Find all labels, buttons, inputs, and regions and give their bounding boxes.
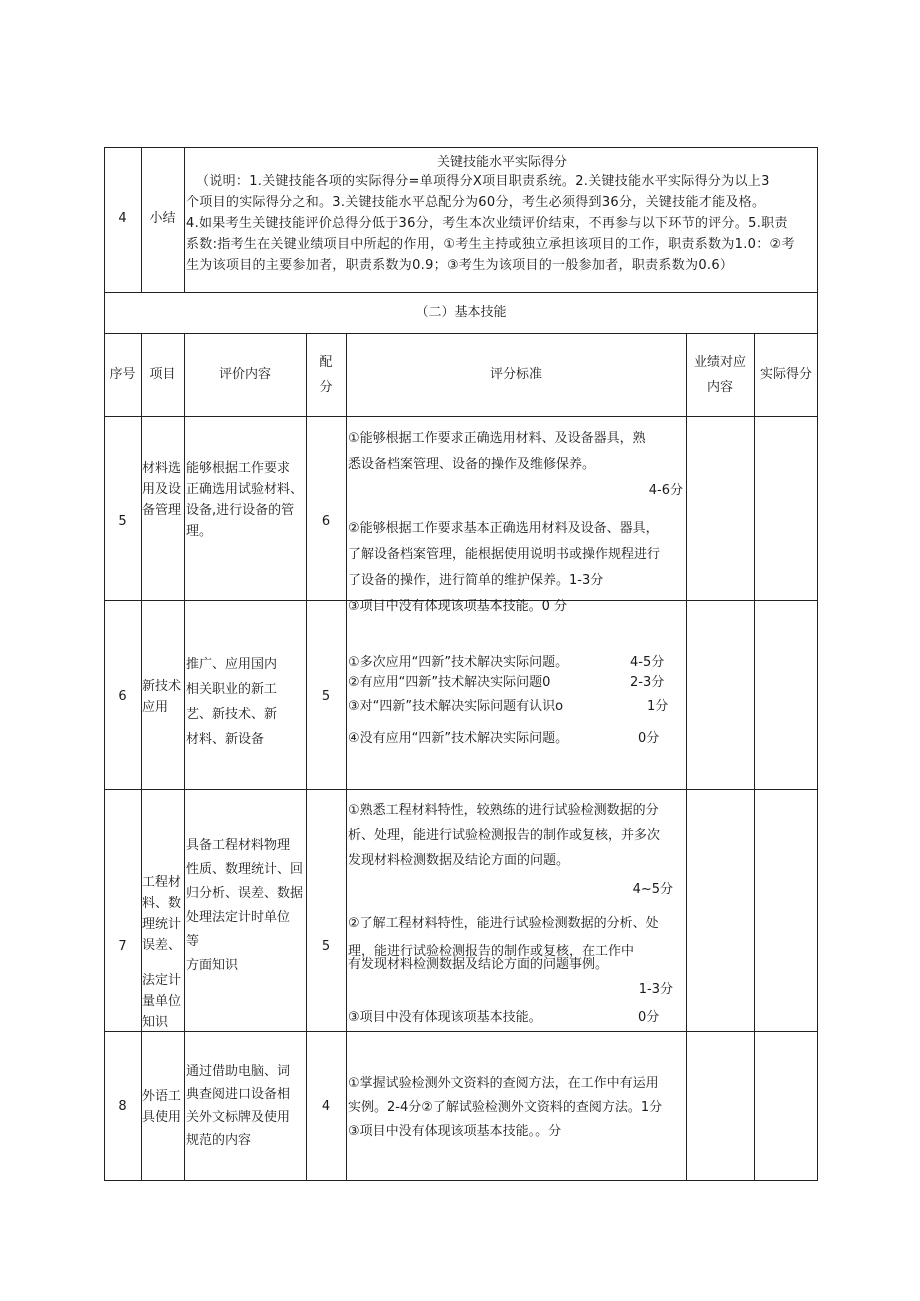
item-line: 误差、 — [142, 938, 182, 953]
spacer — [348, 504, 685, 516]
header-number: 序号 — [109, 367, 136, 382]
row6-criteria-1: ①多次应用“四新”技术解决实际问题。 — [348, 655, 569, 670]
item-line: 用及设 — [142, 482, 182, 497]
row7-content — [186, 834, 306, 978]
row7-score: 5 — [321, 939, 331, 954]
criteria-line: 悉设备档案管理、设备的操作及维修保养。 — [348, 457, 596, 472]
content-line: 相关职业的新工 — [186, 682, 278, 697]
header-actual-score: 实际得分 — [759, 367, 812, 382]
row-divider — [104, 292, 818, 293]
row7-item — [142, 872, 184, 1033]
criteria-score: 4~5分 — [632, 882, 673, 897]
header-item: 项目 — [149, 367, 176, 382]
item-line: 料、数 — [142, 896, 182, 911]
criteria-line: 有发现材料检测数据及结论方面的问题事例。 — [348, 957, 609, 972]
section-title: （二）基本技能 — [415, 305, 507, 320]
criteria-line: ①掌握试验检测外文资料的查阅方法，在工作中有运用 — [348, 1076, 659, 1091]
row4-title: 关键技能水平实际得分 — [436, 155, 567, 170]
item-line: 备管理 — [142, 503, 182, 518]
description-line: （说明：1.关键技能各项的实际得分=单项得分X项目职责系统。2.关键技能水平实际得分为以上3 — [196, 174, 770, 189]
criteria-line: ③项目中没有体现该项基本技能。。分 — [348, 1124, 562, 1139]
item-line: 理统计 — [142, 917, 182, 932]
row8-number: 8 — [118, 1099, 127, 1114]
item-line: 量单位 — [142, 994, 182, 1009]
spacer — [142, 956, 184, 970]
item-line: 外语工 — [142, 1089, 182, 1104]
criteria-line: 发现材料检测数据及结论方面的问题。 — [348, 853, 570, 868]
row4-item: 小结 — [149, 211, 176, 226]
header-performance-2: 内容 — [706, 380, 733, 395]
content-line: 规范的内容 — [186, 1133, 252, 1148]
item-line: 法定计 — [142, 973, 182, 988]
row5-content — [186, 458, 306, 542]
criteria-line: ①熟悉工程材料特性，较熟练的进行试验检测数据的分 — [348, 803, 659, 818]
row8-content — [186, 1060, 306, 1152]
row-divider — [104, 789, 818, 790]
row6-criteria-3: ③对“四新”技术解决实际问题有认识o — [348, 699, 564, 714]
row4-number: 4 — [118, 211, 127, 226]
row6-criteria-2-score: 2-3分 — [630, 675, 665, 690]
column-divider — [184, 333, 185, 1181]
criteria-line: 理，能进行试验检测报告的制作或复核，在工作中 — [348, 944, 635, 959]
row5-score: 6 — [321, 514, 331, 529]
column-divider — [754, 333, 755, 1181]
row5-item — [142, 458, 184, 521]
row8-score: 4 — [321, 1099, 331, 1114]
header-content: 评价内容 — [218, 367, 271, 382]
content-line: 正确选用试验材料、 — [186, 482, 304, 497]
row7-criteria — [348, 798, 685, 1005]
column-divider — [346, 333, 347, 1181]
criteria-line: 了设备的操作，进行简单的维护保养。1-3分 — [348, 573, 604, 588]
row8-item — [142, 1086, 184, 1128]
description-line: 个项目的实际得分之和。3.关键技能水平总配分为60分，考生必须得到36分，关键技能才能及格。 — [186, 195, 766, 210]
content-line: 通过借助电脑、词 — [186, 1064, 291, 1079]
content-line: 理。 — [186, 524, 213, 539]
content-line: 材料、新设备 — [186, 732, 265, 747]
content-line: 典查阅进口设备相 — [186, 1087, 291, 1102]
row7-criteria-3: ③项目中没有体现该项基本技能。 — [348, 1010, 542, 1025]
row6-item — [142, 676, 184, 718]
item-line: 应用 — [142, 700, 169, 715]
criteria-line: ②了解工程材料特性，能进行试验检测数据的分析、处 — [348, 916, 659, 931]
content-line: 处理法定计时单位 — [186, 910, 291, 925]
content-line: 能够根据工作要求 — [186, 461, 291, 476]
criteria-score: 4-6分 — [648, 483, 683, 498]
content-line: 归分析、误差、数据 — [186, 886, 304, 901]
row6-criteria-4-score: 0分 — [638, 731, 660, 746]
item-line: 新技术 — [142, 679, 182, 694]
row-divider — [104, 1031, 818, 1032]
column-divider — [306, 333, 307, 1181]
content-line: 艺、新技术、新 — [186, 707, 278, 722]
criteria-line: ③项目中没有体现该项基本技能。0 分 — [348, 599, 568, 614]
criteria-line: 实例。2-4分②了解试验检测外文资料的查阅方法。1分 — [348, 1100, 663, 1115]
item-line: 材料选 — [142, 461, 182, 476]
description-line: 系数:指考生在关键业绩项目中所起的作用，①考生主持或独立承担该项目的工作，职责系数为1.0：②考 — [186, 237, 795, 252]
item-line: 工程材 — [142, 875, 182, 890]
header-score-2: 分 — [319, 380, 333, 395]
description-line: 4.如果考生关键技能评价总得分低于36分，考生本次业绩评价结束，不再参与以下环节的评分。5.职责 — [186, 216, 788, 231]
row6-number: 6 — [118, 689, 127, 704]
content-line: 推广、应用国内 — [186, 657, 278, 672]
header-criteria: 评分标准 — [489, 367, 542, 382]
column-divider — [184, 147, 185, 292]
row6-criteria-2: ②有应用“四新”技术解决实际问题0 — [348, 675, 551, 690]
row5-number: 5 — [118, 514, 127, 529]
description-line: 生为该项目的主要参加者，职责系数为0.9；③考生为该项目的一般参加者，职责系数为0.6） — [186, 258, 734, 273]
row-divider — [104, 416, 818, 417]
row5-criteria — [348, 426, 685, 614]
criteria-score: 1-3分 — [638, 982, 673, 997]
row-divider — [104, 333, 818, 334]
content-line: 关外文标牌及使用 — [186, 1110, 291, 1125]
header-score-1: 配 — [319, 355, 333, 370]
criteria-line: 析、处理，能进行试验检测报告的制作或复核，并多次 — [348, 828, 661, 843]
criteria-line: ①能够根据工作要求正确选用材料、及设备器具，熟 — [348, 431, 646, 446]
row7-number: 7 — [118, 939, 127, 954]
item-line: 知识 — [142, 1015, 169, 1030]
row4-description — [186, 171, 816, 276]
content-line: 设备,进行设备的管 — [186, 503, 295, 518]
content-line: 方面知识 — [186, 958, 239, 973]
row6-criteria-1-score: 4-5分 — [630, 655, 665, 670]
content-line: 等 — [186, 934, 200, 949]
header-performance-1: 业绩对应 — [693, 355, 746, 370]
row6-content — [186, 652, 306, 752]
row6-criteria-4: ④没有应用“四新”技术解决实际问题。 — [348, 731, 569, 746]
content-line: 性质、数理统计、回 — [186, 862, 304, 877]
item-line: 具使用 — [142, 1110, 182, 1125]
criteria-line: 了解设备档案管理，能根据使用说明书或操作规程进行 — [348, 547, 661, 562]
row8-criteria — [348, 1072, 685, 1144]
content-line: 具备工程材料物理 — [186, 838, 291, 853]
row7-criteria-3-score: 0分 — [638, 1010, 660, 1025]
row6-criteria-3-score: 1分 — [647, 699, 669, 714]
column-divider — [686, 333, 687, 1181]
row6-score: 5 — [321, 689, 331, 704]
criteria-line: ②能够根据工作要求基本正确选用材料及设备、器具， — [348, 521, 659, 536]
